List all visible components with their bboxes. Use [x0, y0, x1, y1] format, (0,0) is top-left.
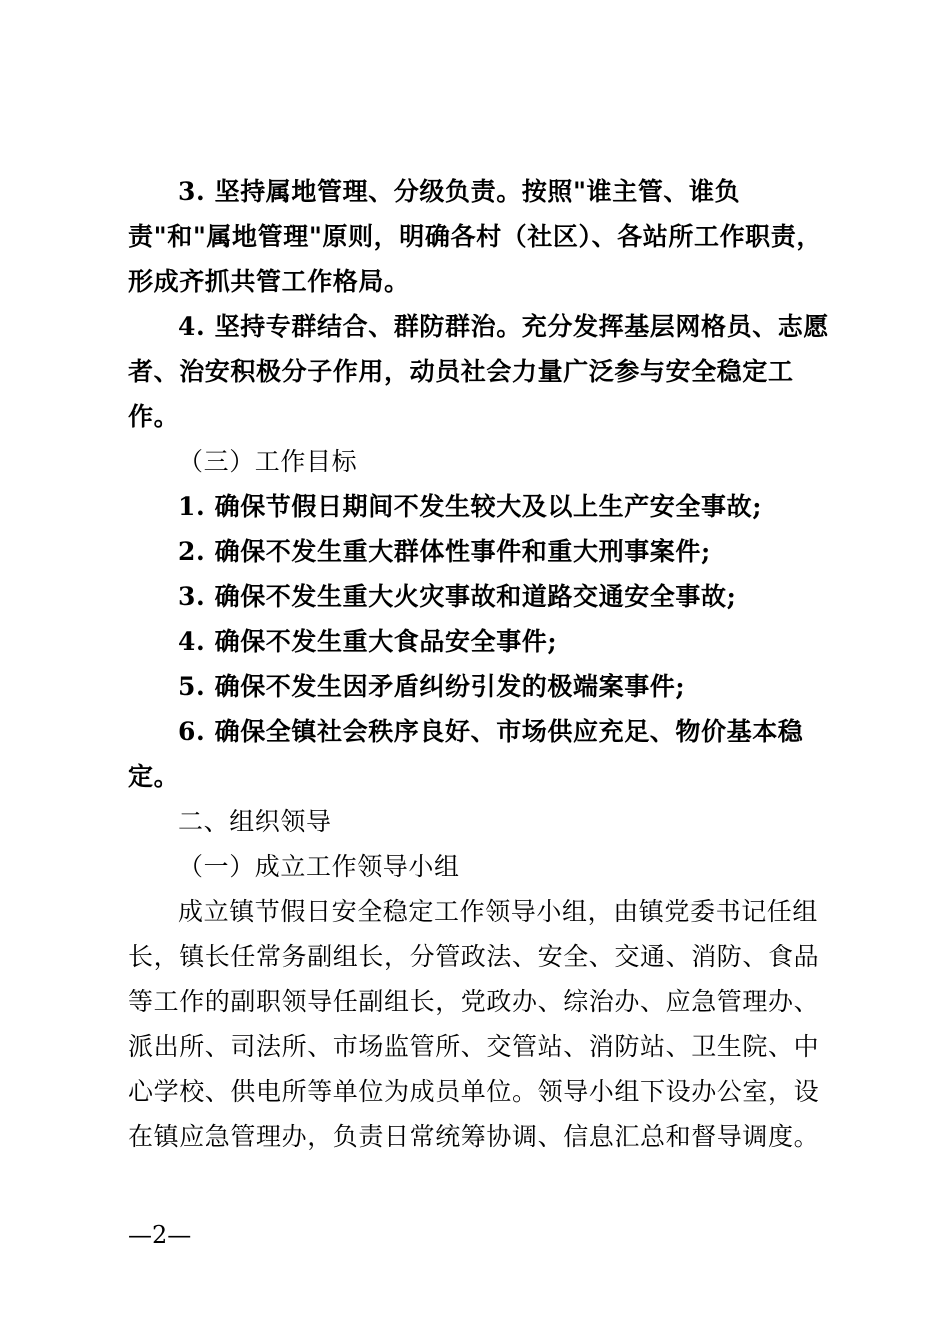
paragraph-line: 作。: [128, 402, 180, 431]
goal-item: 3. 确保不发生重大火灾事故和道路交通安全事故;: [178, 582, 737, 611]
page-number: —2—: [128, 1221, 192, 1249]
goal-item: 2. 确保不发生重大群体性事件和重大刑事案件;: [178, 537, 711, 566]
paragraph-line: 长，镇长任常务副组长，分管政法、安全、交通、消防、食品: [128, 942, 820, 971]
paragraph-line: 3. 坚持属地管理、分级负责。按照"谁主管、谁负: [178, 177, 741, 206]
section-heading: 二、组织领导: [178, 807, 332, 836]
paragraph-line: 等工作的副职领导任副组长，党政办、综治办、应急管理办、: [128, 987, 820, 1016]
paragraph-line: 成立镇节假日安全稳定工作领导小组，由镇党委书记任组: [178, 897, 819, 926]
goal-item: 6. 确保全镇社会秩序良好、市场供应充足、物价基本稳: [178, 717, 804, 746]
paragraph-line: 派出所、司法所、市场监管所、交管站、消防站、卫生院、中: [128, 1032, 820, 1061]
goal-item: 定。: [128, 762, 180, 791]
paragraph-line: 形成齐抓共管工作格局。: [128, 267, 410, 296]
paragraph-line: 者、治安积极分子作用，动员社会力量广泛参与安全稳定工: [128, 357, 794, 386]
goal-item: 4. 确保不发生重大食品安全事件;: [178, 627, 558, 656]
paragraph-line: 心学校、供电所等单位为成员单位。领导小组下设办公室，设: [128, 1077, 820, 1106]
goal-item: 1. 确保节假日期间不发生较大及以上生产安全事故;: [178, 492, 763, 521]
goal-item: 5. 确保不发生因矛盾纠纷引发的极端案事件;: [178, 672, 686, 701]
paragraph-line: 4. 坚持专群结合、群防群治。充分发挥基层网格员、志愿: [178, 312, 830, 341]
section-heading: （三）工作目标: [178, 447, 358, 476]
paragraph-line: 责"和"属地管理"原则，明确各村（社区）、各站所工作职责，: [128, 222, 822, 251]
paragraph-line: 在镇应急管理办，负责日常统筹协调、信息汇总和督导调度。: [128, 1122, 820, 1151]
subsection-heading: （一）成立工作领导小组: [178, 852, 460, 881]
